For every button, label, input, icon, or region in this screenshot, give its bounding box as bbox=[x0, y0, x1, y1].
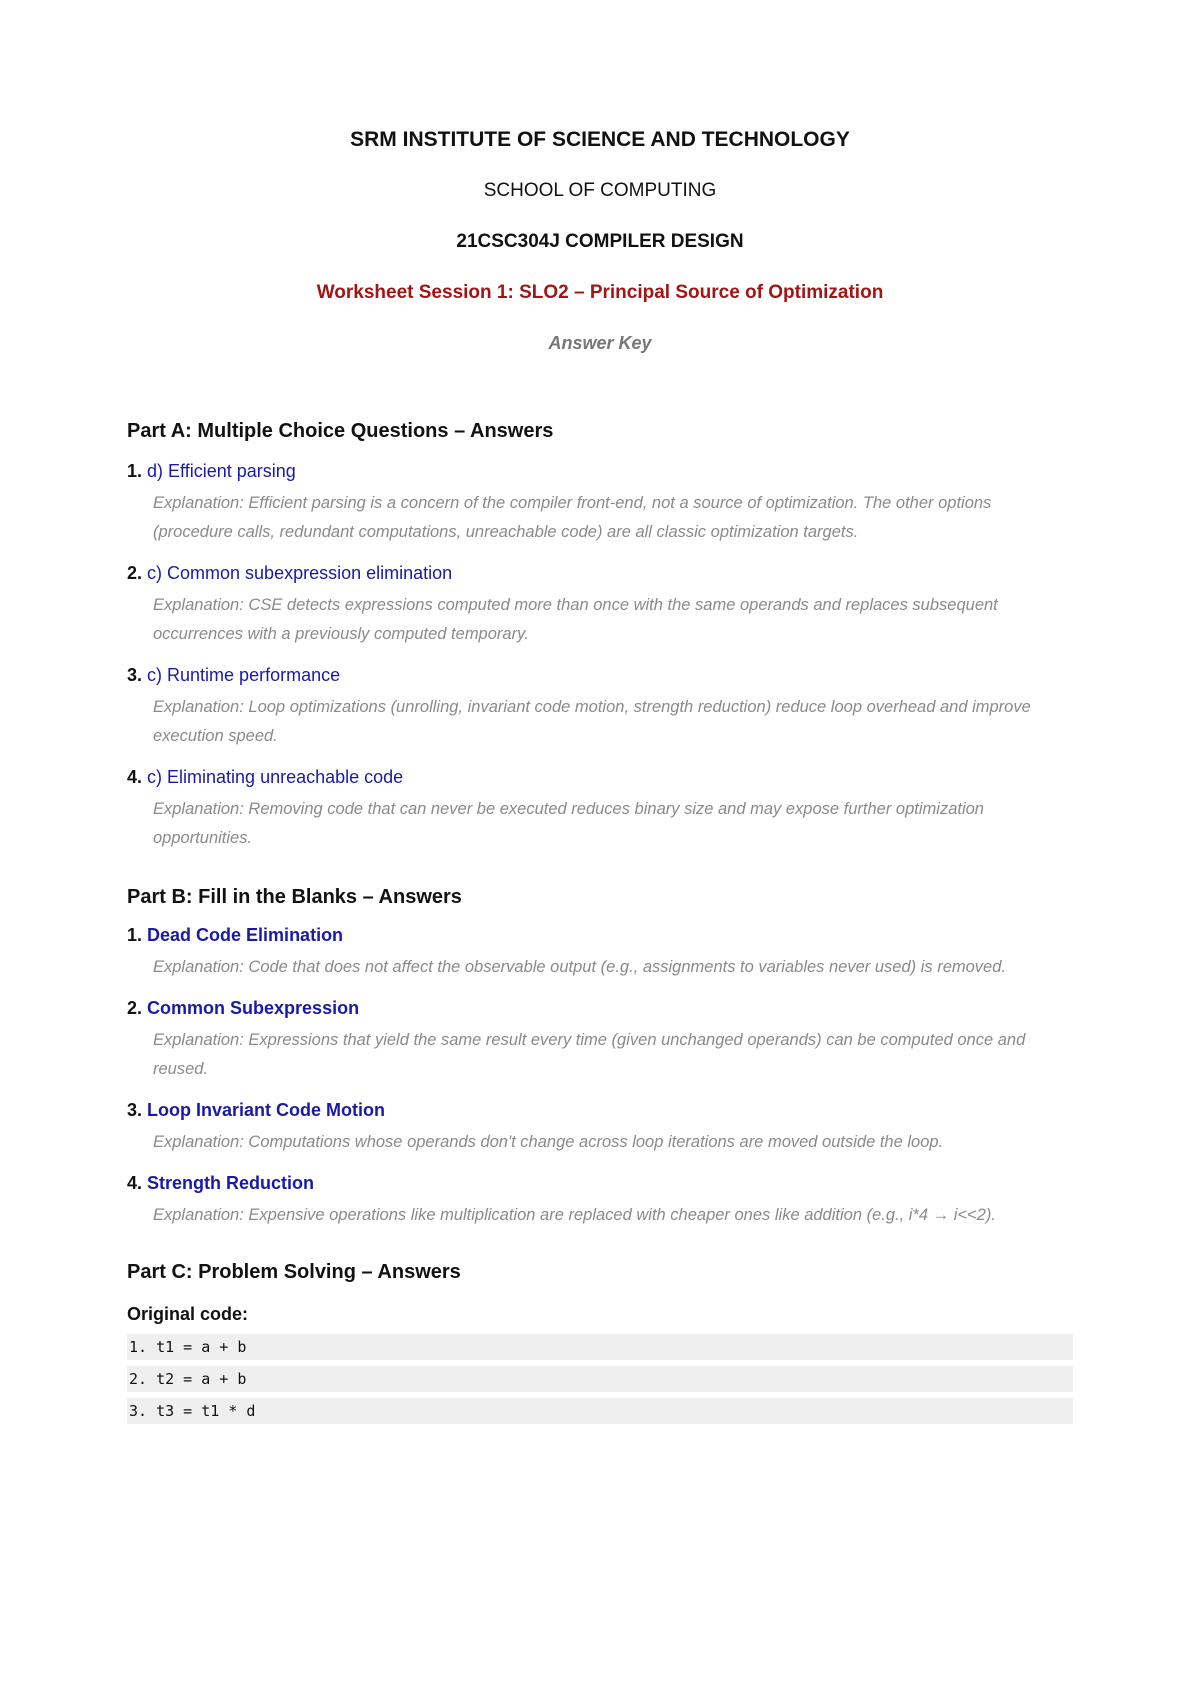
part-a-item-3 bbox=[127, 663, 1073, 751]
part-a-item-1 bbox=[127, 459, 1073, 547]
part-b-heading: Part B: Fill in the Blanks – Answers bbox=[127, 886, 462, 908]
item-number: 3. bbox=[127, 1100, 143, 1120]
item-number: 4. bbox=[127, 767, 143, 787]
part-b-item-3 bbox=[127, 1098, 1073, 1157]
item-number: 2. bbox=[127, 998, 143, 1018]
part-b-section bbox=[127, 883, 1073, 1230]
part-b-item-1 bbox=[127, 923, 1073, 982]
item-explanation: Explanation: Expressions that yield the same result every time (given unchanged operands) can be computed once and reused. bbox=[153, 1031, 1026, 1078]
item-number: 1. bbox=[127, 925, 143, 945]
document-header bbox=[127, 0, 1073, 355]
part-c-section bbox=[127, 1258, 1073, 1424]
code-line: 3. t3 = t1 * d bbox=[127, 1398, 1073, 1424]
item-number: 3. bbox=[127, 665, 143, 685]
school-name: SCHOOL OF COMPUTING bbox=[483, 180, 717, 201]
item-answer: c) Common subexpression elimination bbox=[147, 563, 453, 583]
item-answer: Common Subexpression bbox=[147, 998, 360, 1018]
original-code-label: Original code: bbox=[127, 1304, 249, 1324]
part-c-heading: Part C: Problem Solving – Answers bbox=[127, 1261, 461, 1283]
item-answer: Dead Code Elimination bbox=[147, 925, 344, 945]
part-b-item-2 bbox=[127, 996, 1073, 1084]
item-explanation: Explanation: Removing code that can never be executed reduces binary size and may expose further optimization opportunities. bbox=[153, 800, 984, 847]
item-explanation: Explanation: Loop optimizations (unrolling, invariant code motion, strength reduction) reduce loop overhead and improve execution speed. bbox=[153, 698, 1031, 745]
part-a-heading: Part A: Multiple Choice Questions – Answers bbox=[127, 420, 554, 442]
institution-title: SRM INSTITUTE OF SCIENCE AND TECHNOLOGY bbox=[350, 128, 850, 151]
item-number: 4. bbox=[127, 1173, 143, 1193]
code-line: 1. t1 = a + b bbox=[127, 1334, 1073, 1360]
item-explanation: Explanation: CSE detects expressions computed more than once with the same operands and replaces subsequent occurrences with a previously computed temporary. bbox=[153, 596, 998, 643]
item-answer: c) Runtime performance bbox=[147, 665, 341, 685]
item-explanation: Explanation: Efficient parsing is a concern of the compiler front-end, not a source of optimization. The other options (procedure calls, redundant computations, unreachable code) are all classic optimization targets. bbox=[153, 494, 992, 541]
part-a-section bbox=[127, 417, 1073, 853]
code-block bbox=[127, 1334, 1073, 1424]
part-a-item-2 bbox=[127, 561, 1073, 649]
item-explanation: Explanation: Computations whose operands don't change across loop iterations are moved outside the loop. bbox=[153, 1133, 944, 1151]
course-title: 21CSC304J COMPILER DESIGN bbox=[456, 231, 744, 252]
item-answer: Strength Reduction bbox=[147, 1173, 315, 1193]
item-number: 1. bbox=[127, 461, 143, 481]
part-a-item-4 bbox=[127, 765, 1073, 853]
item-explanation: Explanation: Expensive operations like multiplication are replaced with cheaper ones like addition (e.g., i*4 → i<<2). bbox=[153, 1206, 996, 1224]
item-answer: Loop Invariant Code Motion bbox=[147, 1100, 386, 1120]
part-b-item-4 bbox=[127, 1171, 1073, 1230]
code-line: 2. t2 = a + b bbox=[127, 1366, 1073, 1392]
item-explanation: Explanation: Code that does not affect the observable output (e.g., assignments to variables never used) is removed. bbox=[153, 958, 1006, 976]
item-number: 2. bbox=[127, 563, 143, 583]
worksheet-title: Worksheet Session 1: SLO2 – Principal Source of Optimization bbox=[316, 282, 884, 303]
item-answer: c) Eliminating unreachable code bbox=[147, 767, 404, 787]
answer-key-label: Answer Key bbox=[548, 333, 652, 353]
item-answer: d) Efficient parsing bbox=[147, 461, 296, 481]
